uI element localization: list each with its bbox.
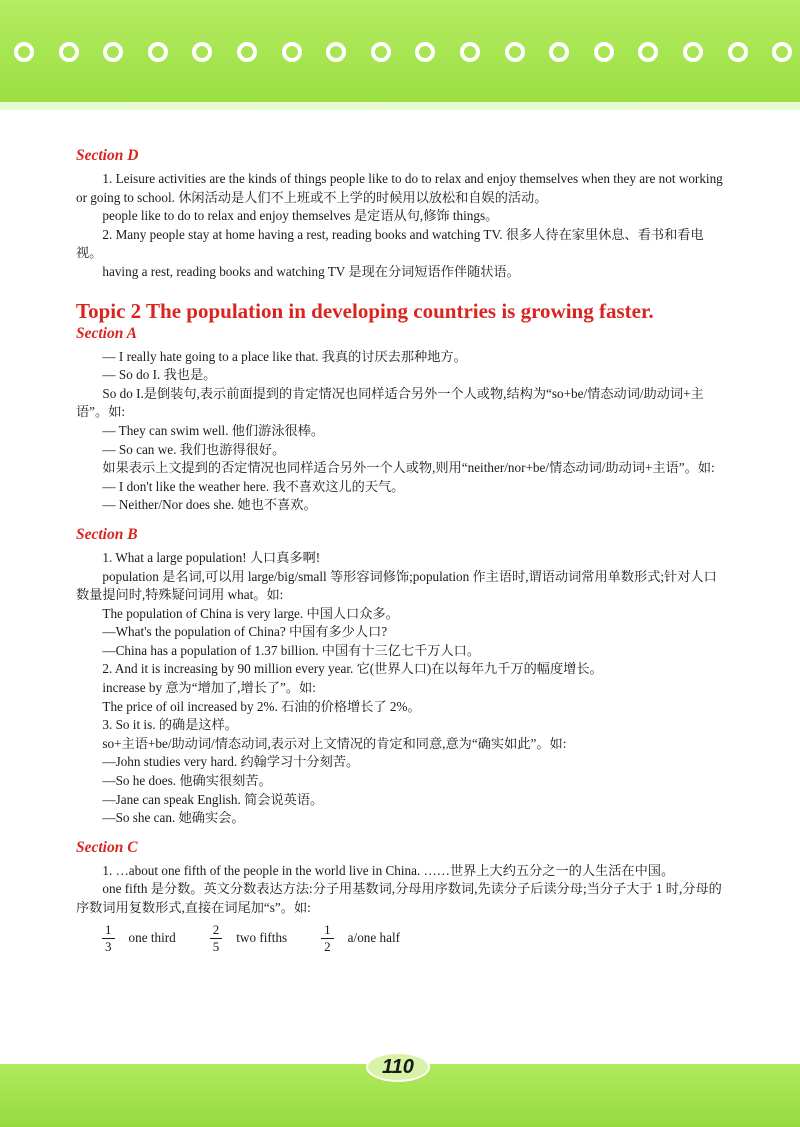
fraction-numerator: 1 bbox=[321, 922, 334, 939]
ring-decoration-icon bbox=[594, 42, 614, 62]
fraction-denominator: 2 bbox=[324, 938, 331, 954]
fraction-denominator: 3 bbox=[105, 938, 112, 954]
section-d-heading: Section D bbox=[76, 147, 139, 164]
section-c-heading: Section C bbox=[76, 838, 138, 856]
ring-decoration-icon bbox=[59, 42, 79, 62]
ring-decoration-icon bbox=[683, 42, 703, 62]
header-band bbox=[0, 0, 800, 102]
ring-decoration-icon bbox=[460, 42, 480, 62]
ring-decoration-icon bbox=[148, 42, 168, 62]
section-d-paragraph-1: 1. Leisure activities are the kinds of things people like to do to relax and enjoy themselves when they are not working or going to school. 休闲活动是人们不上班或不上学的时候用以放松和自娱的活动。 bbox=[76, 171, 723, 205]
page-content bbox=[76, 146, 724, 955]
example-line: so+主语+be/助动词/情态动词,表示对上文情况的肯定和同意,意为“确实如此”。如: bbox=[102, 735, 567, 751]
fraction-word: one third bbox=[128, 929, 176, 945]
ring-decoration-icon bbox=[326, 42, 346, 62]
example-line: The population of China is very large. 中国人口众多。 bbox=[102, 605, 399, 621]
example-line: 3. So it is. 的确是这样。 bbox=[102, 717, 238, 733]
example-line: —So he does. 他确实很刻苦。 bbox=[102, 773, 272, 789]
ring-decoration-icon bbox=[371, 42, 391, 62]
example-line: — So can we. 我们也游得很好。 bbox=[102, 441, 286, 457]
section-c-paragraph-1: 1. …about one fifth of the people in the world live in China. ……世界上大约五分之一的人生活在中国。 bbox=[102, 862, 675, 878]
ring-decoration-icon bbox=[549, 42, 569, 62]
topic-2-title: Topic 2 The population in developing countries is growing faster. bbox=[76, 298, 654, 323]
section-c-paragraph-2: one fifth 是分数。英文分数表达方法:分子用基数词,分母用序数词,先读分子后读分母;当分子大于 1 时,分母的序数词用复数形式,直接在词尾加“s”。如: bbox=[76, 881, 722, 915]
section-a-neither-explanation: 如果表示上文提到的否定情况也同样适合另外一个人或物,则用“neither/nor+be/情态动词/助动词+主语”。如: bbox=[102, 460, 715, 476]
section-d-paragraph-4: having a rest, reading books and watching TV 是现在分词短语作伴随状语。 bbox=[102, 263, 520, 279]
fraction-numerator: 1 bbox=[102, 922, 115, 939]
dialogue-line: — So do I. 我也是。 bbox=[102, 367, 217, 383]
fraction bbox=[102, 922, 115, 955]
section-b-paragraph-2: population 是名词,可以用 large/big/small 等形容词修饰;population 作主语时,谓语动词常用单数形式;针对人口数量提问时,特殊疑问词用 what。如: bbox=[76, 568, 717, 603]
section-d-paragraph-2: people like to do to relax and enjoy themselves 是定语从句,修饰 things。 bbox=[102, 208, 499, 224]
ring-decoration-icon bbox=[772, 42, 792, 62]
header-strip bbox=[0, 102, 800, 110]
ring-decoration-icon bbox=[415, 42, 435, 62]
example-line: — I don't like the weather here. 我不喜欢这儿的天气。 bbox=[102, 478, 405, 494]
fraction-numerator: 2 bbox=[210, 922, 223, 939]
fraction bbox=[321, 922, 334, 955]
ring-decoration-icon bbox=[638, 42, 658, 62]
example-line: increase by 意为“增加了,增长了”。如: bbox=[102, 680, 316, 696]
example-line: —So she can. 她确实会。 bbox=[102, 810, 245, 826]
example-line: The price of oil increased by 2%. 石油的价格增长了 2%。 bbox=[102, 698, 421, 714]
fraction-word: a/one half bbox=[347, 929, 401, 945]
example-line: —John studies very hard. 约翰学习十分刻苦。 bbox=[102, 754, 360, 770]
ring-decoration-icon bbox=[505, 42, 525, 62]
ring-decoration-icon bbox=[728, 42, 748, 62]
fraction-word: two fifths bbox=[236, 929, 288, 945]
example-line: —What's the population of China? 中国有多少人口? bbox=[102, 624, 388, 640]
page-number: 110 bbox=[382, 1056, 414, 1078]
ring-decoration-icon bbox=[237, 42, 257, 62]
section-a-explanation: So do I.是倒装句,表示前面提到的肯定情况也同样适合另外一个人或物,结构为“so+be/情态动词/助动词+主语”。如: bbox=[76, 385, 704, 420]
ring-decoration-icon bbox=[282, 42, 302, 62]
ring-decoration-icon bbox=[103, 42, 123, 62]
dialogue-line: — I really hate going to a place like that. 我真的讨厌去那种地方。 bbox=[102, 348, 467, 364]
section-a-heading: Section A bbox=[76, 324, 138, 342]
section-b-heading: Section B bbox=[76, 525, 138, 543]
section-d-paragraph-3: 2. Many people stay at home having a rest, reading books and watching TV. 很多人待在家里休息、看书和看电视。 bbox=[76, 226, 704, 261]
ring-decoration-icon bbox=[192, 42, 212, 62]
fraction bbox=[210, 922, 223, 955]
fraction-examples bbox=[76, 922, 724, 955]
example-line: —Jane can speak English. 简会说英语。 bbox=[102, 791, 324, 807]
example-line: — Neither/Nor does she. 她也不喜欢。 bbox=[102, 497, 317, 513]
example-line: — They can swim well. 他们游泳很棒。 bbox=[102, 422, 325, 438]
section-b-paragraph-1: 1. What a large population! 人口真多啊! bbox=[102, 549, 321, 565]
fraction-denominator: 5 bbox=[212, 938, 220, 954]
example-line: —China has a population of 1.37 billion. 中国有十三亿七千万人口。 bbox=[102, 642, 481, 658]
ring-decoration-icon bbox=[14, 42, 34, 62]
section-b-paragraph-3: 2. And it is increasing by 90 million every year. 它(世界人口)在以每年九千万的幅度增长。 bbox=[102, 661, 603, 677]
